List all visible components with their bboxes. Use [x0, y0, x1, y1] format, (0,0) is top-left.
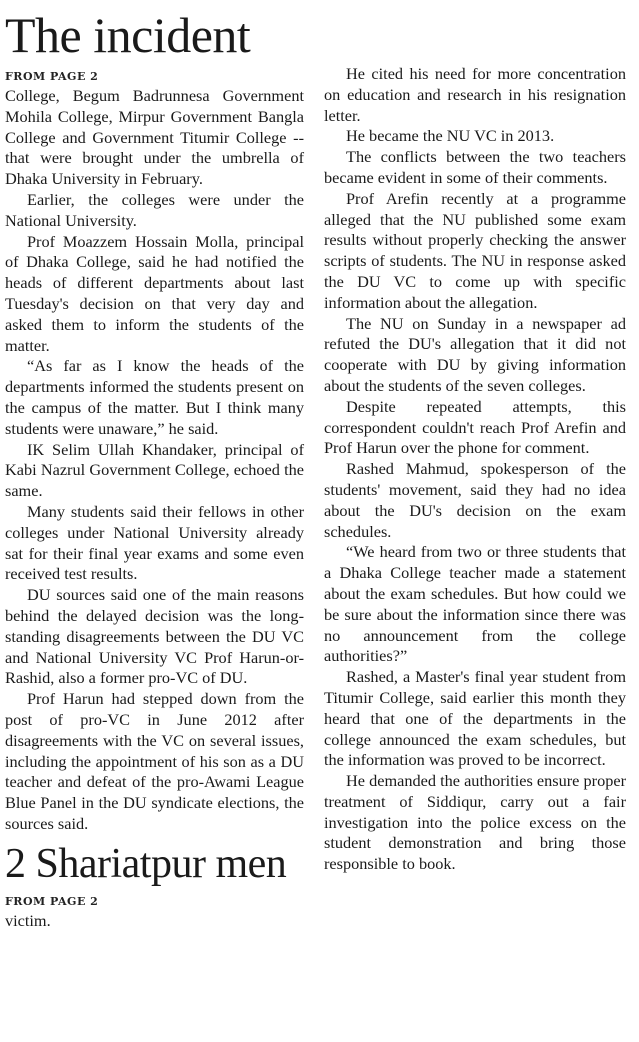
- article-paragraph: He became the NU VC in 2013.: [346, 126, 555, 146]
- article-paragraph: Despite repeated attempts, this correspondent couldn't reach Prof Arefin and Prof Harun over the phone for comment.: [324, 396, 626, 458]
- article-paragraph: He cited his need for more concentration on education and research in his resignation letter.: [324, 64, 626, 125]
- article-paragraph: Many students said their fellows in other colleges under National University already sat for their final year exams and some even received test results.: [5, 501, 304, 584]
- jump-line: FROM PAGE 2: [5, 70, 99, 83]
- article-paragraph: The NU on Sunday in a newspaper ad refuted the DU's allegation that it did not cooperate with DU by giving information about the students of the seven colleges.: [324, 313, 626, 395]
- right-column: [324, 0, 626, 875]
- article-paragraph: College, Begum Badrunnesa Government Mohila College, Mirpur Government Bangla College and Government Titumir College -- that were brought under the umbrella of Dhaka University in February.: [5, 86, 304, 189]
- article-paragraph: Rashed Mahmud, spokesperson of the students' movement, said they had no idea about the DU's decision on the exam schedules.: [324, 459, 626, 541]
- article-paragraph: Rashed, a Master's final year student from Titumir College, said earlier this month they heard that one of the departments in the college announced the exam schedules, but the information was proved to be incorrect.: [324, 667, 626, 770]
- article-paragraph: Earlier, the colleges were under the National University.: [5, 189, 304, 230]
- article-paragraph: Prof Arefin recently at a programme alleged that the NU published some exam results without properly checking the answer scripts of students. The NU in response asked the DU VC to come up with specific information about the allegation.: [324, 188, 626, 312]
- article-paragraph: He demanded the authorities ensure proper treatment of Siddiqur, carry out a fair investigation into the police excess on the student demonstration and bring those responsible to book.: [324, 771, 626, 874]
- jump-line: FROM PAGE 2: [5, 894, 99, 908]
- left-column: [5, 0, 304, 931]
- headline-shariatpur-men: 2 Shariatpur men: [5, 840, 287, 887]
- article-paragraph: victim.: [5, 910, 51, 930]
- article-paragraph: DU sources said one of the main reasons behind the delayed decision was the long-standing disagreements between the DU VC and National University VC Prof Harun-or-Rashid, also a former pro-VC of DU.: [5, 585, 304, 688]
- article-paragraph: “We heard from two or three students that a Dhaka College teacher made a statement about the exam schedules. But how could we be sure about the information since there was no announcement from the college authorities?”: [324, 542, 626, 666]
- headline-the-incident: The incident: [5, 7, 251, 63]
- article-paragraph: The conflicts between the two teachers became evident in some of their comments.: [324, 147, 626, 187]
- article-paragraph: Prof Harun had stepped down from the post of pro-VC in June 2012 after disagreements with the VC on several issues, including the appointment of his son as a DU teacher and defeat of the pro-Awami League Blue Panel in the DU syndicate elections, the sources said.: [5, 689, 304, 833]
- article-paragraph: “As far as I know the heads of the departments informed the students present on the campus of the matter. But I think many students were unaware,” he said.: [5, 356, 304, 438]
- article-paragraph: IK Selim Ullah Khandaker, principal of Kabi Nazrul Government College, echoed the same.: [5, 439, 304, 501]
- article-paragraph: Prof Moazzem Hossain Molla, principal of Dhaka College, said he had notified the heads of different departments about last Tuesday's decision on that very day and asked them to inform the students of the matter.: [5, 231, 304, 355]
